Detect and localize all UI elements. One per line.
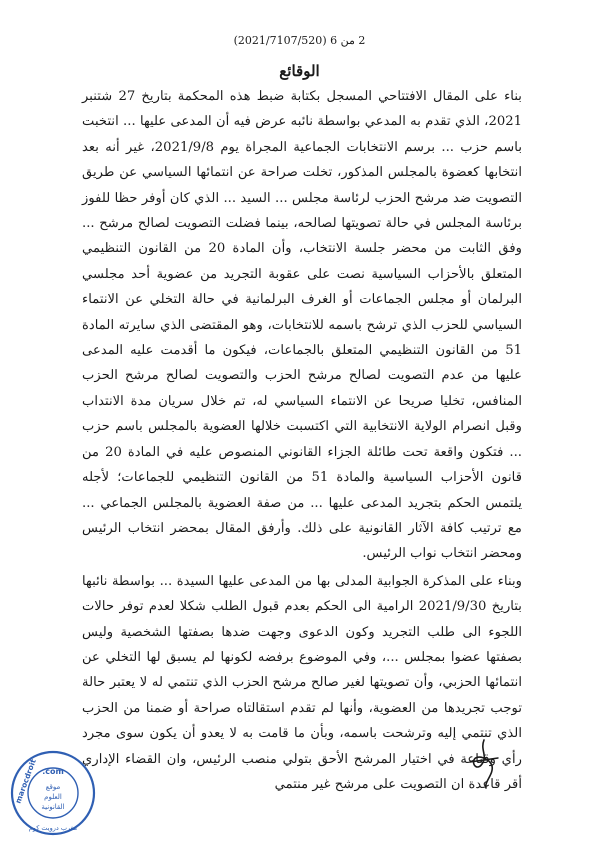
website-stamp xyxy=(8,748,98,838)
document-body xyxy=(82,84,522,797)
page-reference: 2 من 6 (2021/7107/520) xyxy=(233,34,366,47)
svg-text:marocdroit: marocdroit xyxy=(13,757,38,805)
signature-mark xyxy=(462,736,506,792)
svg-text:.com: .com xyxy=(42,767,64,776)
section-title: الوقائع xyxy=(279,62,320,80)
svg-text:القانونية: القانونية xyxy=(41,803,65,811)
svg-text:مغرب درويت كوم: مغرب درويت كوم xyxy=(28,824,78,832)
svg-text:موقع: موقع xyxy=(45,783,61,791)
svg-text:العلوم: العلوم xyxy=(44,793,62,801)
paragraph-response: وبناء على المذكرة الجوابية المدلى بها من المدعى عليها السيدة ... بواسطة نائبها بتاريخ 2021/9/30 الرامية الى الحكم بعدم قبول الطلب شكلا لعدم توفر حالات اللجوء الى طلب التجريد وكون الدعوى وجهت ضدها بصفتها الشخصية وليس بصفتها عضوا بمجلس ...، وفي الموضوع برفضه لكونها لم يسبق لها التخلي عن انتمائها الحزبي، وأن تصويتها لغير صالح مرشح الحزب الذي تنتمي له لا يعتبر حالة توجب تجريدها من العضوية، وأنها لم تقدم استقالتاه صراحة أو ضمنا من الحزب الذي تنتمي إليه وترشحت باسمه، وبأن ما قامت به لا يعدو أن يكون سوى مجرد رأي وقناعة في اختيار المرشح الأحق بتولي منصب الرئيس، وان القضاء الإداري أقر قاعدة ان التصويت على مرشح غير منتمي xyxy=(82,573,522,792)
paragraph-claim: بناء على المقال الافتتاحي المسجل بكتابة ضبط هذه المحكمة بتاريخ 27 شتنبر 2021، الذي تقدم به المدعي بواسطة نائبه عرض فيه أن المدعى عليها ... انتخبت باسم حزب ... برسم الانتخابات الجماعية المجراة يوم 2021/9/8، غير أنه بعد انتخابها كعضوة بالمجلس المذكور، تخلت صراحة عن انتمائها السياسي عن طريق التصويت ضد مرشح الحزب لرئاسة مجلس ... السيد ... الذي كان أوفر حظا للفوز برئاسة المجلس في حالة تصويتها لصالحه، بينما فضلت التصويت لصالح مرشح ... وفق الثابت من محضر جلسة الانتخاب، وأن المادة 20 من القانون التنظيمي المتعلق بالأحزاب السياسية نصت على عقوبة التجريد من عضوية أحد مجلسي البرلمان أو مجلس الجماعات أو الغرف البرلمانية في حالة التخلي عن الانتماء السياسي للحزب الذي ترشح باسمه للانتخابات، وهو المقتضى الذي سايرته المادة 51 من القانون التنظيمي المتعلق بالجماعات، فيكون ما أقدمت عليه المدعى عليها من عدم التصويت لصالح مرشح الحزب والتصويت لصالح مرشح الحزب المنافس، تخليا صريحا عن الانتماء السياسي له، تم خلال سريان مدة الانتداب وقبل انصرام الولاية الانتخابية التي اكتسبت خلالها العضوية بالمجلس باسم حزب ... فتكون واقعة تحت طائلة الجزاء القانوني المنصوص عليه في المادة 20 من قانون الأحزاب السياسية والمادة 51 من القانون التنظيمي للجماعات؛ لأجله يلتمس الحكم بتجريد المدعى عليها ... من صفة العضوية بالمجلس الجماعي ... مع ترتيب كافة الآثار القانونية على ذلك. وأرفق المقال بمحضر انتخاب الرئيس ومحضر انتخاب نواب الرئيس. xyxy=(82,89,523,562)
